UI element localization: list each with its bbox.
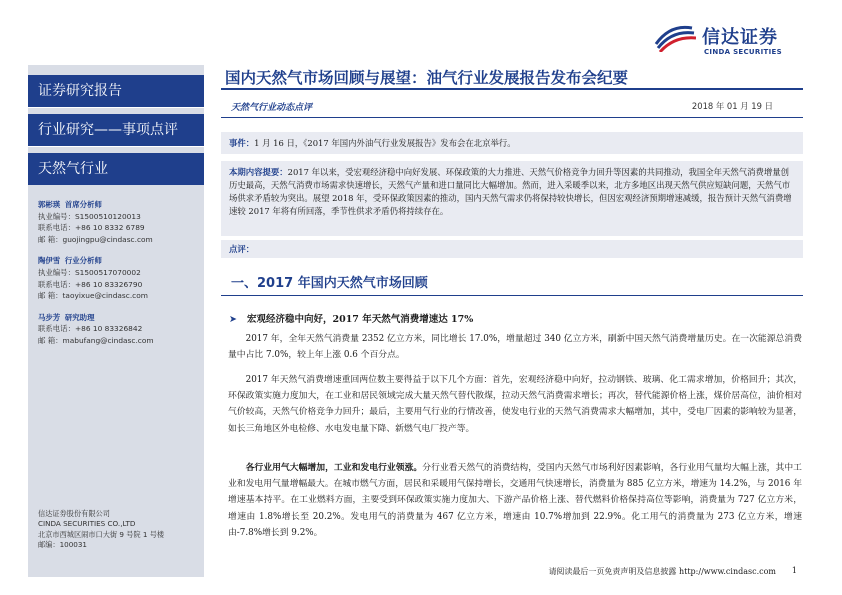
author-name: 陶伊雪 [38,256,61,266]
point-label: 点评： [229,244,255,254]
summary-box [221,161,803,236]
disclaimer-footer[interactable]: 请阅读最后一页免责声明及信息披露 http://www.cindasc.com [548,567,776,576]
author-phone: 联系电话：+86 10 83326790 [38,279,143,289]
section-rule [221,295,803,296]
sidebar-separator [28,107,204,108]
author-block [28,255,204,301]
subheader-rule [221,117,803,118]
summary-label: 本期内容提要： [229,167,288,177]
page-title: 国内天然气市场回顾与展望：油气行业发展报告发布会纪要 [225,69,629,87]
author-phone: 联系电话：+86 10 83326842 [38,324,143,334]
sidebar-band-report-type: 证券研究报告 [28,75,204,107]
author-name: 郭彬瑛 [38,200,61,209]
summary-text: 2017 年以来，受宏观经济稳中向好发展、环保政策的大力推进、天然气价格竞争力回升等因素的共同推动，我国全年天然气消费增量创历史最高，天然气消费市场需求快速增长，天然气产量和进口量同比大幅增加。然而，进入采暖季以来，北方多地区出现天然气供应短缺问题，天然气市场供求矛盾较为突出。展望 2018 年，受环保政策因素的推动，国内天然气需求仍将保持较快增长，但因宏观经济预期增速减缓，报告预计天然气消费增速较 2017 年将有所回落，季节性供求矛盾仍将持续存在。 [229,167,792,216]
paragraph-body: 分行业看天然气的消费结构，受国内天然气市场利好因素影响，各行业用气量均大幅上涨，其中工业和发电用气量增幅最大。在城市燃气方面，居民和采暖用气保持增长，交通用气快速增长，消费量为 885 亿立方米，增速为 14.2%，与 2016 年增速基本持平。在工业燃料方面，主要受到环保政策实施力度加大、下游产品价格上涨、替代燃料价格保持高位等影响，消费量为 727 亿立方米，增速由 1.8%增长至 20.2%。发电用气的消费量为 467 亿立方米，增速由 10.7%增加到 22.9%。化工用气的消费量为 273 亿立方米，增速由-7.8%增长到 9.2%。 [228,463,802,538]
author-phone: 联系电话：+86 10 8332 6789 [38,223,145,233]
author-block [28,312,204,347]
bullet-heading [229,311,473,325]
author-role: 行业分析师 [64,256,102,266]
paragraph-lead: 各行业用气大幅增加，工业和发电行业领涨。 [245,463,423,473]
company-name-cn: 信达证券股份有限公司 [38,509,110,518]
event-label: 事件： [229,138,255,148]
company-info [38,509,164,551]
title-rule [221,88,803,90]
sidebar-separator [28,146,204,147]
point-box [221,240,803,258]
arrow-bullet-icon: ➤ [229,314,237,325]
author-role: 研究助理 [64,312,95,322]
brand-name-cn: 信达证券 [702,27,778,48]
author-block [28,199,204,245]
report-date: 2018 年 01 月 19 日 [691,101,773,111]
sidebar-band-research-type: 行业研究——事项点评 [28,114,204,146]
author-name: 马步芳 [38,312,61,322]
author-email[interactable]: 邮 箱：mabufang@cindasc.com [38,335,154,345]
author-license: 执业编号：S1500517070002 [38,267,141,277]
company-address: 北京市西城区闹市口大街 9 号院 1 号楼 [38,529,165,539]
report-topic: 天然气行业动态点评 [231,103,313,113]
brand-logo [652,22,802,60]
section-heading: 一、2017 年国内天然气市场回顾 [231,276,428,291]
sidebar [28,65,204,577]
subheader [221,95,803,117]
author-email[interactable]: 邮 箱：taoyixue@cindasc.com [38,291,148,301]
bullet-text: 宏观经济稳中向好，2017 年天然气消费增速达 17% [246,314,474,325]
company-name-en: CINDA SECURITIES CO.,LTD [38,519,136,529]
author-email[interactable]: 邮 箱：guojingpu@cindasc.com [38,234,153,244]
paragraph: 2017 年天然气消费增速重回两位数主要得益于以下几个方面：首先，宏观经济稳中向好，拉动钢铁、玻璃、化工需求增加，价格回升；其次，环保政策实施力度加大，在工业和居民领域完成大量天然气替代散煤，拉动天然气消费需求增长；再次，替代能源价格上涨，煤价居高位，油价相对气价较高，天然气价格竞争力回升；最后，主要用气行业的行情改善，使发电行业的天然气消费需求大幅增加，其中，受电厂因素的影响较为显著，如长三角地区外电检修、水电发电量下降、新燃气电厂投产等。 [228,375,802,434]
paragraph [228,460,802,541]
event-box [221,132,803,154]
brand-name-en: CINDA SECURITIES [704,48,782,56]
company-postcode: 邮编：100031 [38,540,88,550]
cinda-logo-icon [652,22,696,52]
page-number: 1 [791,566,797,575]
sidebar-band-industry: 天然气行业 [28,153,204,185]
author-license: 执业编号：S1500510120013 [38,211,141,221]
author-role: 首席分析师 [64,200,102,209]
event-text: 1 月 16 日，《2017 年国内外油气行业发展报告》发布会在北京举行。 [254,138,516,148]
paragraph: 2017 年，全年天然气消费量 2352 亿立方米，同比增长 17.0%，增量超过 340 亿立方米，刷新中国天然气消费增量历史。在一次能源总消费量中占比 7.0%，较上年上涨 0.6 个百分点。 [228,334,802,361]
